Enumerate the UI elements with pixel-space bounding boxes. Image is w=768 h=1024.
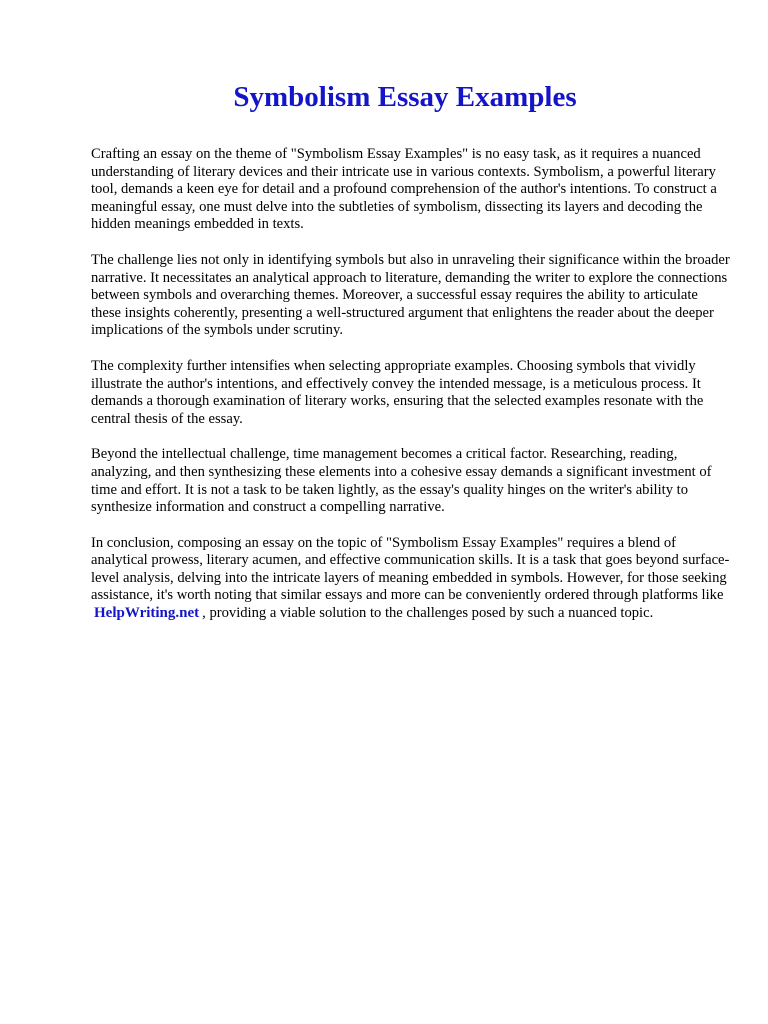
paragraph-conclusion [91,535,731,623]
conclusion-text-before-link: In conclusion, composing an essay on the topic of "Symbolism Essay Examples" requires a blend of analytical prowess, literary acumen, and effective communication skills. It is a task that goes beyond surface-level analysis, delving into the intricate layers of meaning embedded in symbols. However, for those seeking assistance, it's worth noting that similar essays and more can be conveniently ordered through platforms like [91,534,730,604]
conclusion-text-after-link: , providing a viable solution to the challenges posed by such a nuanced topic. [202,605,654,622]
essay-body [91,146,731,641]
paragraph-1: Crafting an essay on the theme of "Symbolism Essay Examples" is no easy task, as it requires a nuanced understanding of literary devices and their intricate use in various contexts. Symbolism, a powerful literary tool, demands a keen eye for detail and a profound comprehension of the author's intentions. To construct a meaningful essay, one must delve into the subtleties of symbolism, dissecting its layers and decoding the hidden meanings embedded in texts. [91,146,717,233]
paragraph-4: Beyond the intellectual challenge, time management becomes a critical factor. Researching, reading, analyzing, and then synthesizing these elements into a cohesive essay demands a significant investment of time and effort. It is not a task to be taken lightly, as the essay's quality hinges on the writer's ability to synthesize information and construct a compelling narrative. [91,446,712,516]
helpwriting-link[interactable]: HelpWriting.net [94,605,200,622]
paragraph-3: The complexity further intensifies when selecting appropriate examples. Choosing symbols that vividly illustrate the author's intentions, and effectively convey the intended message, is a meticulous process. It demands a thorough examination of literary works, ensuring that the selected examples resonate with the central thesis of the essay. [91,357,704,427]
page-title: Symbolism Essay Examples [233,81,577,113]
paragraph-2: The challenge lies not only in identifying symbols but also in unraveling their significance within the broader narrative. It necessitates an analytical approach to literature, demanding the writer to explore the connections between symbols and overarching themes. Moreover, a successful essay requires the ability to articulate these insights coherently, presenting a well-structured argument that enlightens the reader about the deeper implications of the symbols under scrutiny. [91,251,730,339]
